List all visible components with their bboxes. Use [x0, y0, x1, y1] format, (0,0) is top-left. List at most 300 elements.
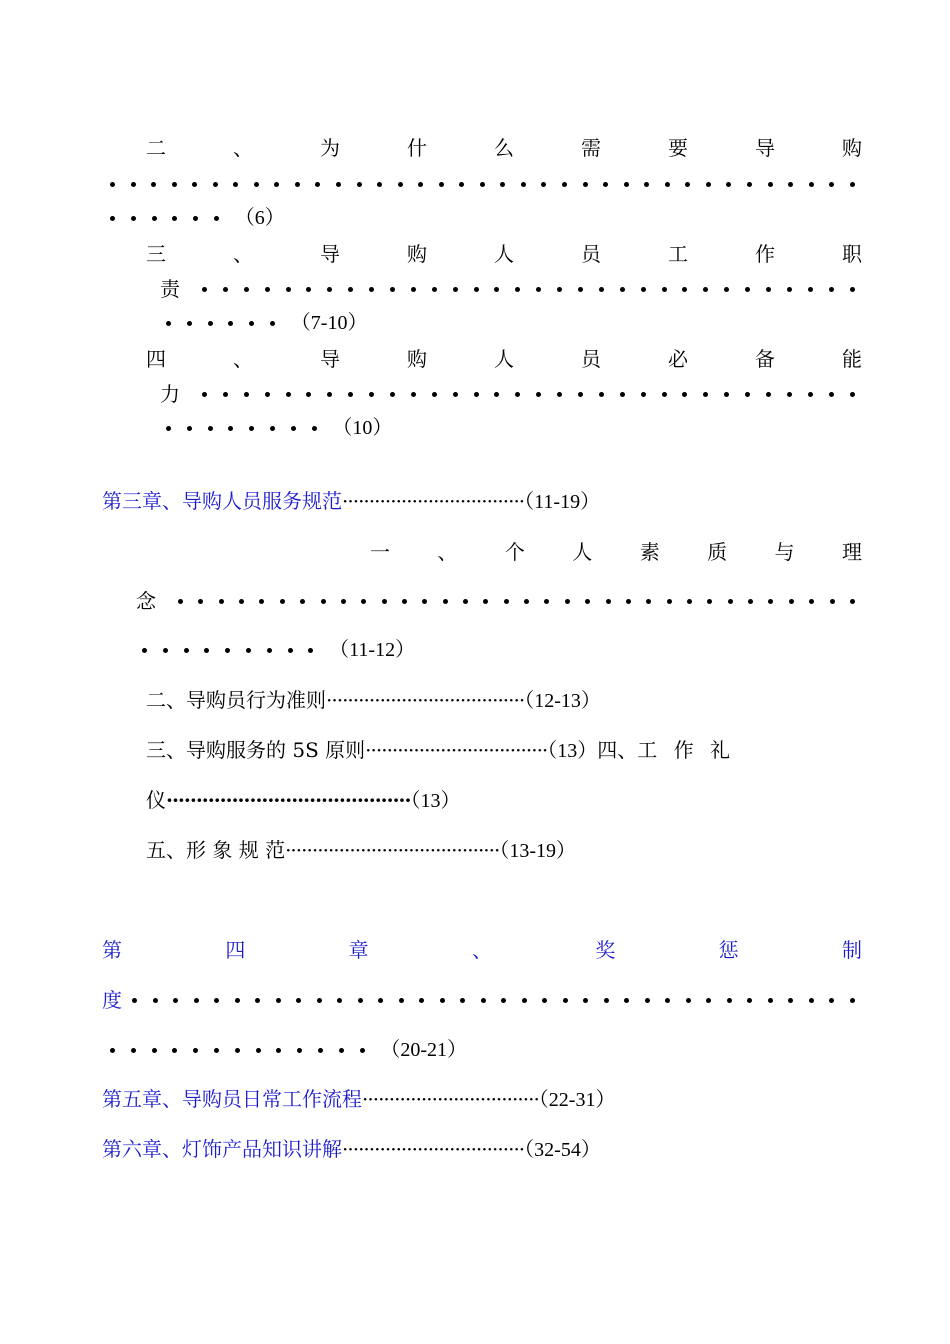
leader-dot — [646, 599, 651, 604]
toc-char: 导 — [755, 136, 775, 160]
leader-dot — [515, 287, 520, 292]
leader-dot — [214, 998, 219, 1003]
leader-dot — [193, 216, 198, 221]
leader-dot — [682, 392, 687, 397]
leader-dot — [474, 392, 479, 397]
leader-dot — [173, 998, 178, 1003]
leader-dot — [166, 426, 171, 431]
leader-dot — [235, 1048, 240, 1053]
leader-dot — [192, 182, 197, 187]
leader-dot — [768, 998, 773, 1003]
leader-dot — [398, 182, 403, 187]
leader-dot — [327, 392, 332, 397]
leader-dot — [223, 392, 228, 397]
leader-dot — [337, 998, 342, 1003]
leader-dot — [494, 287, 499, 292]
toc-ch3-2-leader: ····································· — [326, 688, 525, 712]
toc-s4-tail — [166, 416, 392, 440]
leader-dot — [728, 599, 733, 604]
toc-char: 什 — [407, 136, 427, 160]
leader-dot — [110, 182, 115, 187]
leader-dot — [624, 998, 629, 1003]
leader-dot — [578, 392, 583, 397]
leader-dot — [339, 1048, 344, 1053]
leader-dot — [208, 321, 213, 326]
leader-dot — [300, 599, 305, 604]
toc-s2-title — [146, 136, 862, 160]
leader-dot — [459, 182, 464, 187]
toc-char: 需 — [581, 136, 601, 160]
toc-ch3-4[interactable] — [146, 788, 460, 813]
leader-dot — [481, 998, 486, 1003]
leader-dot — [789, 599, 794, 604]
toc-s4-last-char: 力 — [160, 382, 180, 406]
leader-dot — [382, 599, 387, 604]
toc-char: 三 — [146, 242, 166, 266]
leader-dot — [453, 287, 458, 292]
leader-dot — [536, 392, 541, 397]
leader-dot — [645, 998, 650, 1003]
leader-dot — [265, 287, 270, 292]
leader-dot — [808, 287, 813, 292]
leader-dot — [599, 392, 604, 397]
toc-ch3-3-title: 三、导购服务的 5S 原则 — [146, 738, 366, 762]
leader-dot — [557, 287, 562, 292]
leader-dot — [315, 182, 320, 187]
toc-s2-tail — [110, 206, 285, 230]
toc-ch3-3[interactable] — [146, 738, 862, 763]
leader-dot — [422, 599, 427, 604]
leader-dot — [390, 392, 395, 397]
toc-char: 能 — [842, 347, 862, 371]
leader-dot — [163, 648, 168, 653]
toc-ch4-last-char: 度 — [102, 988, 122, 1012]
leader-dot — [193, 1048, 198, 1053]
toc-ch3-1-tail — [142, 638, 415, 662]
leader-dot — [501, 998, 506, 1003]
leader-dot — [583, 998, 588, 1003]
leader-dot — [419, 998, 424, 1003]
toc-char: 第 — [102, 938, 122, 962]
leader-dot — [578, 287, 583, 292]
leader-dot — [665, 182, 670, 187]
leader-dot — [685, 182, 690, 187]
leader-dot — [439, 182, 444, 187]
leader-dot — [606, 599, 611, 604]
leader-dot — [706, 998, 711, 1003]
toc-ch5-leader: ································· — [362, 1087, 539, 1111]
toc-ch3-1-page: （11-12） — [329, 639, 416, 661]
leader-dot — [377, 182, 382, 187]
leader-dot — [110, 216, 115, 221]
toc-char: 人 — [572, 540, 593, 564]
leader-dot — [474, 287, 479, 292]
leader-dot — [432, 287, 437, 292]
leader-dot — [453, 392, 458, 397]
toc-char: 四 — [146, 347, 166, 371]
leader-dot — [361, 599, 366, 604]
leader-dot — [766, 392, 771, 397]
leader-dot — [249, 426, 254, 431]
leader-dot — [620, 287, 625, 292]
leader-dot — [255, 998, 260, 1003]
leader-dot — [270, 321, 275, 326]
leader-dot — [850, 599, 855, 604]
leader-dot — [378, 998, 383, 1003]
leader-dot — [707, 599, 712, 604]
leader-dot — [562, 182, 567, 187]
leader-dot — [480, 182, 485, 187]
leader-dot — [131, 182, 136, 187]
leader-dot — [745, 392, 750, 397]
leader-dot — [504, 599, 509, 604]
leader-dot — [583, 182, 588, 187]
toc-s3-last-char: 责 — [160, 277, 180, 301]
leader-dot — [766, 287, 771, 292]
leader-dot — [687, 599, 692, 604]
leader-dot — [267, 648, 272, 653]
leader-dot — [369, 287, 374, 292]
toc-ch3-4-page: （13） — [410, 790, 461, 812]
leader-dot — [187, 321, 192, 326]
toc-char: 为 — [320, 136, 340, 160]
toc-char: 、 — [233, 136, 253, 160]
toc-ch3-4-title: 四、工 作 礼 — [597, 738, 731, 762]
toc-ch3-1-title — [370, 540, 862, 564]
leader-dot — [724, 287, 729, 292]
leader-dot — [270, 426, 275, 431]
toc-char: 作 — [755, 242, 775, 266]
leader-dot — [850, 998, 855, 1003]
leader-dot — [620, 392, 625, 397]
leader-dot — [809, 182, 814, 187]
leader-dot — [748, 599, 753, 604]
toc-ch4-leader-row — [132, 988, 855, 1012]
leader-dot — [358, 998, 363, 1003]
leader-dot — [418, 182, 423, 187]
leader-dot — [256, 1048, 261, 1053]
leader-dot — [460, 998, 465, 1003]
leader-dot — [213, 182, 218, 187]
toc-ch3-5[interactable] — [146, 838, 576, 863]
leader-dot — [274, 182, 279, 187]
leader-dot — [312, 426, 317, 431]
leader-dot — [641, 392, 646, 397]
toc-ch3-leader: ·································· — [342, 489, 525, 513]
toc-char: 个 — [504, 540, 525, 564]
leader-dot — [296, 998, 301, 1003]
leader-dot — [276, 1048, 281, 1053]
leader-dot — [768, 599, 773, 604]
leader-dot — [557, 392, 562, 397]
toc-char: 质 — [707, 540, 728, 564]
leader-dot — [357, 182, 362, 187]
leader-dot — [521, 182, 526, 187]
leader-dot — [432, 392, 437, 397]
leader-dot — [265, 392, 270, 397]
leader-dot — [360, 1048, 365, 1053]
toc-char: 与 — [774, 540, 795, 564]
leader-dot — [724, 392, 729, 397]
leader-dot — [809, 599, 814, 604]
leader-dot — [726, 182, 731, 187]
leader-dot — [152, 1048, 157, 1053]
leader-dot — [288, 648, 293, 653]
leader-dot — [563, 998, 568, 1003]
leader-dot — [626, 599, 631, 604]
leader-dot — [440, 998, 445, 1003]
leader-dot — [787, 392, 792, 397]
leader-dot — [244, 392, 249, 397]
leader-dot — [286, 392, 291, 397]
leader-dot — [624, 182, 629, 187]
leader-dot — [603, 182, 608, 187]
toc-chapter-4-title[interactable] — [102, 938, 862, 962]
leader-dot — [369, 392, 374, 397]
toc-char: 必 — [668, 347, 688, 371]
leader-dot — [662, 392, 667, 397]
toc-char: 、 — [437, 540, 458, 564]
leader-dot — [286, 287, 291, 292]
leader-dot — [641, 287, 646, 292]
toc-char: 奖 — [595, 938, 616, 962]
leader-dot — [829, 182, 834, 187]
toc-char: 职 — [842, 242, 862, 266]
leader-dot — [522, 998, 527, 1003]
toc-ch3-3-leader: ·································· — [365, 738, 548, 762]
toc-chapter-6[interactable] — [102, 1137, 601, 1162]
toc-char: 么 — [494, 136, 514, 160]
leader-dot — [585, 599, 590, 604]
leader-dot — [788, 182, 793, 187]
leader-dot — [131, 216, 136, 221]
toc-char: 惩 — [718, 938, 739, 962]
leader-dot — [228, 321, 233, 326]
toc-ch6-title: 第六章、灯饰产品知识讲解 — [102, 1137, 342, 1161]
leader-dot — [152, 216, 157, 221]
leader-dot — [194, 998, 199, 1003]
leader-dot — [850, 287, 855, 292]
toc-s3-page: （7-10） — [290, 312, 368, 334]
toc-ch6-page: （32-54） — [524, 1139, 601, 1161]
toc-ch3-page: （11-19） — [524, 491, 601, 513]
toc-s3-title — [146, 242, 862, 266]
leader-dot — [604, 998, 609, 1003]
leader-dot — [536, 287, 541, 292]
leader-dot — [184, 648, 189, 653]
leader-dot — [244, 287, 249, 292]
toc-ch3-1-leader-row — [178, 589, 855, 613]
leader-dot — [214, 1048, 219, 1053]
leader-dot — [295, 182, 300, 187]
toc-char: 人 — [494, 242, 514, 266]
toc-char: 素 — [639, 540, 660, 564]
leader-dot — [208, 426, 213, 431]
leader-dot — [747, 998, 752, 1003]
toc-ch4-page: （20-21） — [380, 1039, 468, 1061]
toc-char: 员 — [581, 347, 601, 371]
leader-dot — [297, 1048, 302, 1053]
leader-dot — [348, 287, 353, 292]
leader-dot — [225, 648, 230, 653]
toc-char: 、 — [233, 242, 253, 266]
leader-dot — [204, 648, 209, 653]
leader-dot — [515, 392, 520, 397]
toc-ch3-2-title: 二、导购员行为准则 — [146, 688, 326, 712]
leader-dot — [280, 599, 285, 604]
leader-dot — [172, 1048, 177, 1053]
leader-dot — [682, 287, 687, 292]
toc-char: 一 — [370, 540, 390, 564]
toc-ch3-2-page: （12-13） — [524, 690, 601, 712]
leader-dot — [321, 599, 326, 604]
leader-dot — [259, 599, 264, 604]
leader-dot — [172, 182, 177, 187]
leader-dot — [132, 998, 137, 1003]
toc-s3-tail — [166, 311, 367, 335]
leader-dot — [246, 648, 251, 653]
leader-dot — [565, 599, 570, 604]
toc-char: 、 — [471, 938, 492, 962]
leader-dot — [348, 392, 353, 397]
toc-ch3-1-last-char: 念 — [136, 589, 156, 613]
toc-ch6-leader: ·································· — [342, 1137, 525, 1161]
toc-char: 备 — [755, 347, 775, 371]
toc-ch3-2[interactable] — [146, 688, 601, 713]
leader-dot — [142, 648, 147, 653]
toc-char: 导 — [320, 242, 340, 266]
leader-dot — [151, 182, 156, 187]
toc-s2-page: （6） — [234, 207, 285, 229]
leader-dot — [830, 599, 835, 604]
leader-dot — [306, 392, 311, 397]
leader-dot — [829, 998, 834, 1003]
leader-dot — [306, 287, 311, 292]
leader-dot — [662, 287, 667, 292]
leader-dot — [599, 287, 604, 292]
leader-dot — [239, 599, 244, 604]
leader-dot — [524, 599, 529, 604]
leader-dot — [202, 392, 207, 397]
leader-dot — [249, 321, 254, 326]
leader-dot — [341, 599, 346, 604]
leader-dot — [494, 392, 499, 397]
toc-chapter-5[interactable] — [102, 1087, 615, 1112]
leader-dot — [768, 182, 773, 187]
leader-dot — [703, 287, 708, 292]
leader-dot — [166, 321, 171, 326]
leader-dot — [787, 287, 792, 292]
leader-dot — [202, 287, 207, 292]
leader-dot — [228, 426, 233, 431]
leader-dot — [153, 998, 158, 1003]
toc-char: 购 — [842, 136, 862, 160]
toc-ch3-5-leader: ········································ — [285, 838, 500, 862]
leader-dot — [727, 998, 732, 1003]
leader-dot — [110, 1048, 115, 1053]
leader-dot — [390, 287, 395, 292]
toc-char: 理 — [841, 540, 862, 564]
toc-ch3-5-page: （13-19） — [499, 840, 577, 862]
leader-dot — [500, 182, 505, 187]
leader-dot — [131, 1048, 136, 1053]
leader-dot — [308, 648, 313, 653]
leader-dot — [235, 998, 240, 1003]
leader-dot — [254, 182, 259, 187]
leader-dot — [850, 392, 855, 397]
leader-dot — [317, 998, 322, 1003]
leader-dot — [829, 287, 834, 292]
leader-dot — [187, 426, 192, 431]
toc-char: 制 — [841, 938, 862, 962]
leader-dot — [172, 216, 177, 221]
leader-dot — [808, 392, 813, 397]
leader-dot — [291, 426, 296, 431]
toc-s4-page: （10） — [332, 417, 393, 439]
leader-dot — [829, 392, 834, 397]
toc-s4-leader-row — [202, 382, 855, 406]
leader-dot — [233, 182, 238, 187]
toc-char: 人 — [494, 347, 514, 371]
toc-char: 要 — [668, 136, 688, 160]
toc-ch3-4-leader: ········································· — [166, 788, 411, 812]
leader-dot — [644, 182, 649, 187]
toc-s4-title — [146, 347, 862, 371]
toc-ch5-page: （22-31） — [538, 1089, 616, 1111]
toc-ch3-title: 第三章、导购人员服务规范 — [102, 489, 342, 513]
leader-dot — [850, 182, 855, 187]
toc-ch5-title: 第五章、导购员日常工作流程 — [102, 1087, 362, 1111]
toc-char: 工 — [668, 242, 688, 266]
toc-char: 四 — [225, 938, 246, 962]
leader-dot — [703, 392, 708, 397]
toc-s2-leader-row — [110, 172, 855, 196]
leader-dot — [318, 1048, 323, 1053]
leader-dot — [327, 287, 332, 292]
leader-dot — [747, 182, 752, 187]
toc-char: 导 — [320, 347, 340, 371]
leader-dot — [411, 392, 416, 397]
leader-dot — [214, 216, 219, 221]
leader-dot — [399, 998, 404, 1003]
leader-dot — [686, 998, 691, 1003]
leader-dot — [402, 599, 407, 604]
leader-dot — [178, 599, 183, 604]
toc-char: 员 — [581, 242, 601, 266]
leader-dot — [411, 287, 416, 292]
leader-dot — [706, 182, 711, 187]
toc-char: 、 — [233, 347, 253, 371]
toc-ch3-3-page: （13） — [547, 740, 598, 762]
leader-dot — [443, 599, 448, 604]
toc-char: 购 — [407, 347, 427, 371]
leader-dot — [463, 599, 468, 604]
leader-dot — [219, 599, 224, 604]
toc-char: 章 — [348, 938, 369, 962]
leader-dot — [745, 287, 750, 292]
leader-dot — [483, 599, 488, 604]
leader-dot — [665, 998, 670, 1003]
leader-dot — [336, 182, 341, 187]
leader-dot — [223, 287, 228, 292]
toc-ch3-4-last-char: 仪 — [146, 788, 166, 812]
toc-s3-leader-row — [202, 277, 855, 301]
toc-ch4-tail — [110, 1038, 467, 1062]
toc-char: 购 — [407, 242, 427, 266]
leader-dot — [542, 998, 547, 1003]
toc-chapter-3[interactable] — [102, 489, 600, 514]
leader-dot — [276, 998, 281, 1003]
